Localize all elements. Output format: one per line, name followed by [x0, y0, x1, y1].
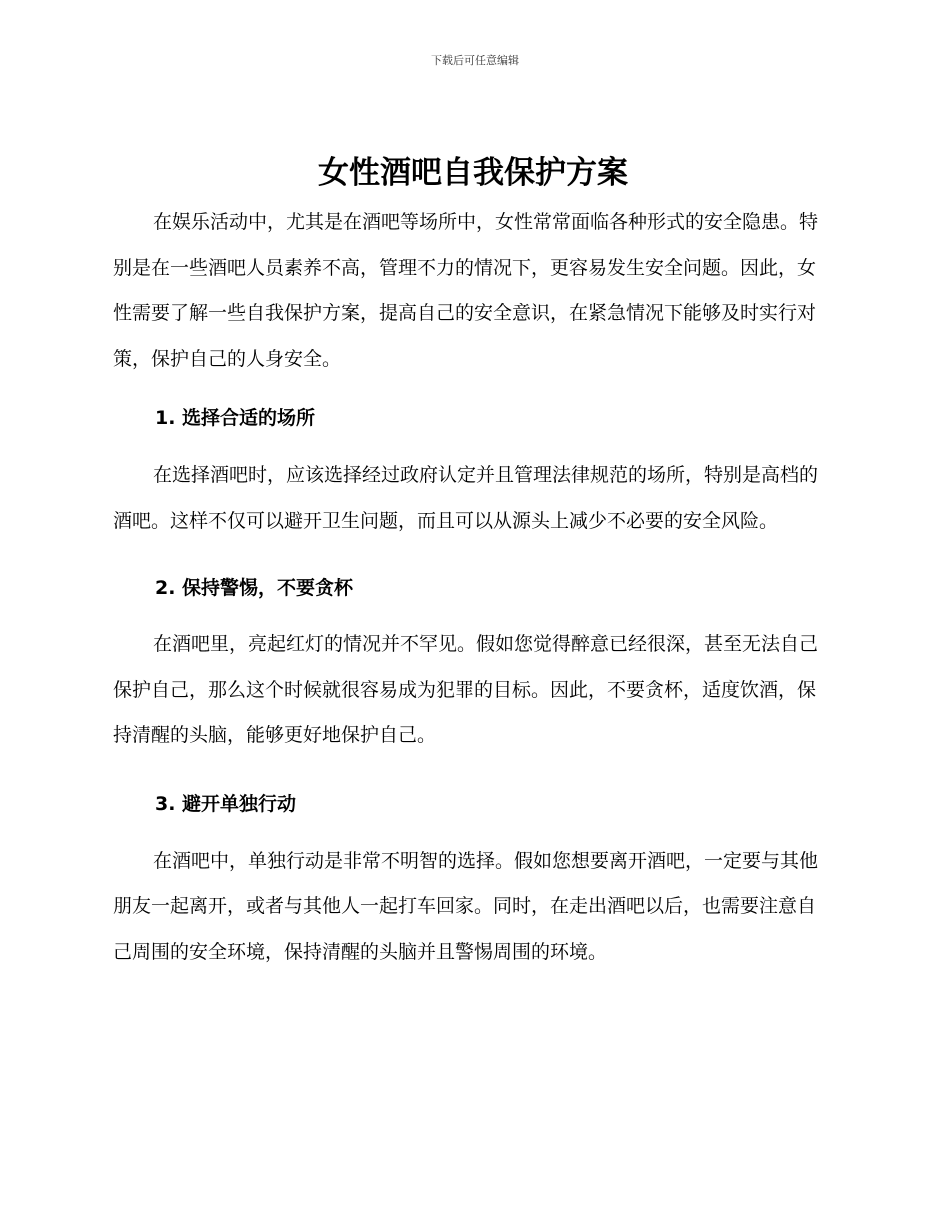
section-paragraph-2: 在酒吧里，亮起红灯的情况并不罕见。假如您觉得醉意已经很深，甚至无法自己保护自己，那么这个时候就很容易成为犯罪的目标。因此，不要贪杯，适度饮酒，保持清醒的头脑，能够更好地保护自己。: [113, 633, 819, 746]
section-heading-1: 1. 选择合适的场所: [155, 407, 316, 429]
document-body: [113, 150, 833, 975]
intro-paragraph: 在娱乐活动中，尤其是在酒吧等场所中，女性常常面临各种形式的安全隐患。特别是在一些酒吧人员素养不高，管理不力的情况下，更容易发生安全问题。因此，女性需要了解一些自我保护方案，提高自己的安全意识，在紧急情况下能够及时实行对策，保护自己的人身安全。: [113, 211, 819, 370]
document-title: 女性酒吧自我保护方案: [318, 155, 628, 191]
page-header-note: 下载后可任意编辑: [431, 54, 519, 67]
section-heading-2: 2. 保持警惕，不要贪杯: [155, 577, 354, 599]
section-heading-3: 3. 避开单独行动: [155, 792, 297, 815]
section-paragraph-1: 在选择酒吧时，应该选择经过政府认定并且管理法律规范的场所，特别是高档的酒吧。这样不仅可以避开卫生问题，而且可以从源头上减少不必要的安全风险。: [113, 464, 819, 532]
section-paragraph-3: 在酒吧中，单独行动是非常不明智的选择。假如您想要离开酒吧，一定要与其他朋友一起离开，或者与其他人一起打车回家。同时，在走出酒吧以后，也需要注意自己周围的安全环境，保持清醒的头脑并且警惕周围的环境。: [113, 849, 819, 963]
